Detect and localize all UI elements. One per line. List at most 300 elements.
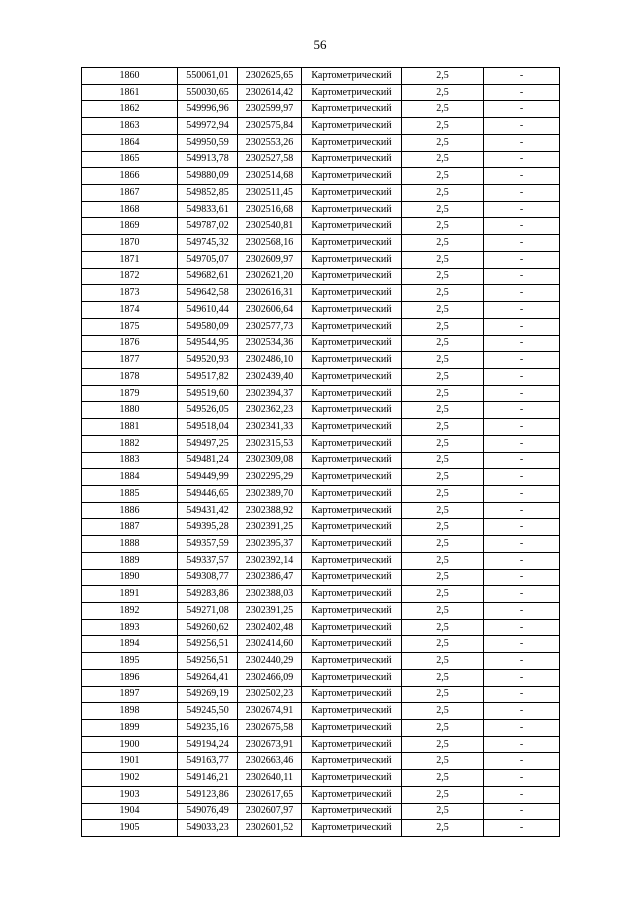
point-number-cell: 1874	[82, 302, 178, 319]
note-cell: -	[484, 285, 560, 302]
accuracy-cell: 2,5	[402, 736, 484, 753]
accuracy-cell: 2,5	[402, 402, 484, 419]
method-cell: Картометрический	[302, 536, 402, 553]
accuracy-cell: 2,5	[402, 201, 484, 218]
table-row	[82, 285, 560, 302]
note-cell: -	[484, 268, 560, 285]
note-cell: -	[484, 552, 560, 569]
accuracy-cell: 2,5	[402, 134, 484, 151]
x-coordinate-cell: 549787,02	[178, 218, 238, 235]
x-coordinate-cell: 550030,65	[178, 84, 238, 101]
method-cell: Картометрический	[302, 168, 402, 185]
method-cell: Картометрический	[302, 84, 402, 101]
x-coordinate-cell: 549519,60	[178, 385, 238, 402]
note-cell: -	[484, 201, 560, 218]
x-coordinate-cell: 549833,61	[178, 201, 238, 218]
method-cell: Картометрический	[302, 786, 402, 803]
note-cell: -	[484, 653, 560, 670]
table-row	[82, 536, 560, 553]
point-number-cell: 1882	[82, 435, 178, 452]
x-coordinate-cell: 549913,78	[178, 151, 238, 168]
y-coordinate-cell: 2302394,37	[238, 385, 302, 402]
note-cell: -	[484, 753, 560, 770]
table-row	[82, 368, 560, 385]
method-cell: Картометрический	[302, 335, 402, 352]
x-coordinate-cell: 549497,25	[178, 435, 238, 452]
y-coordinate-cell: 2302414,60	[238, 636, 302, 653]
point-number-cell: 1885	[82, 485, 178, 502]
note-cell: -	[484, 786, 560, 803]
note-cell: -	[484, 402, 560, 419]
x-coordinate-cell: 549146,21	[178, 770, 238, 787]
note-cell: -	[484, 720, 560, 737]
table-row	[82, 268, 560, 285]
note-cell: -	[484, 218, 560, 235]
method-cell: Картометрический	[302, 151, 402, 168]
method-cell: Картометрический	[302, 201, 402, 218]
y-coordinate-cell: 2302606,64	[238, 302, 302, 319]
y-coordinate-cell: 2302402,48	[238, 619, 302, 636]
accuracy-cell: 2,5	[402, 268, 484, 285]
table-row	[82, 552, 560, 569]
point-number-cell: 1861	[82, 84, 178, 101]
accuracy-cell: 2,5	[402, 251, 484, 268]
table-row	[82, 452, 560, 469]
y-coordinate-cell: 2302577,73	[238, 318, 302, 335]
y-coordinate-cell: 2302663,46	[238, 753, 302, 770]
note-cell: -	[484, 619, 560, 636]
method-cell: Картометрический	[302, 703, 402, 720]
table-row	[82, 218, 560, 235]
point-number-cell: 1875	[82, 318, 178, 335]
y-coordinate-cell: 2302391,25	[238, 519, 302, 536]
point-number-cell: 1888	[82, 536, 178, 553]
point-number-cell: 1896	[82, 669, 178, 686]
table-row	[82, 352, 560, 369]
page-number: 56	[313, 37, 327, 52]
table-row	[82, 686, 560, 703]
method-cell: Картометрический	[302, 435, 402, 452]
method-cell: Картометрический	[302, 603, 402, 620]
y-coordinate-cell: 2302315,53	[238, 435, 302, 452]
accuracy-cell: 2,5	[402, 151, 484, 168]
x-coordinate-cell: 549449,99	[178, 469, 238, 486]
x-coordinate-cell: 549745,32	[178, 235, 238, 252]
point-number-cell: 1869	[82, 218, 178, 235]
table-row	[82, 586, 560, 603]
coordinates-table	[81, 67, 560, 837]
point-number-cell: 1873	[82, 285, 178, 302]
x-coordinate-cell: 549235,16	[178, 720, 238, 737]
x-coordinate-cell: 549256,51	[178, 636, 238, 653]
accuracy-cell: 2,5	[402, 335, 484, 352]
accuracy-cell: 2,5	[402, 653, 484, 670]
x-coordinate-cell: 549682,61	[178, 268, 238, 285]
y-coordinate-cell: 2302616,31	[238, 285, 302, 302]
accuracy-cell: 2,5	[402, 720, 484, 737]
note-cell: -	[484, 419, 560, 436]
method-cell: Картометрический	[302, 552, 402, 569]
x-coordinate-cell: 549580,09	[178, 318, 238, 335]
point-number-cell: 1878	[82, 368, 178, 385]
table-row	[82, 402, 560, 419]
table-row	[82, 720, 560, 737]
table-row	[82, 770, 560, 787]
method-cell: Картометрический	[302, 285, 402, 302]
accuracy-cell: 2,5	[402, 770, 484, 787]
note-cell: -	[484, 770, 560, 787]
note-cell: -	[484, 569, 560, 586]
table-row	[82, 201, 560, 218]
accuracy-cell: 2,5	[402, 569, 484, 586]
accuracy-cell: 2,5	[402, 636, 484, 653]
accuracy-cell: 2,5	[402, 753, 484, 770]
y-coordinate-cell: 2302674,91	[238, 703, 302, 720]
note-cell: -	[484, 586, 560, 603]
y-coordinate-cell: 2302502,23	[238, 686, 302, 703]
table-row	[82, 653, 560, 670]
method-cell: Картометрический	[302, 402, 402, 419]
method-cell: Картометрический	[302, 485, 402, 502]
note-cell: -	[484, 686, 560, 703]
accuracy-cell: 2,5	[402, 101, 484, 118]
point-number-cell: 1868	[82, 201, 178, 218]
x-coordinate-cell: 549517,82	[178, 368, 238, 385]
x-coordinate-cell: 549264,41	[178, 669, 238, 686]
accuracy-cell: 2,5	[402, 485, 484, 502]
accuracy-cell: 2,5	[402, 603, 484, 620]
accuracy-cell: 2,5	[402, 285, 484, 302]
method-cell: Картометрический	[302, 185, 402, 202]
point-number-cell: 1902	[82, 770, 178, 787]
point-number-cell: 1891	[82, 586, 178, 603]
table-row	[82, 820, 560, 837]
method-cell: Картометрический	[302, 686, 402, 703]
point-number-cell: 1887	[82, 519, 178, 536]
x-coordinate-cell: 549076,49	[178, 803, 238, 820]
point-number-cell: 1898	[82, 703, 178, 720]
method-cell: Картометрический	[302, 519, 402, 536]
method-cell: Картометрический	[302, 318, 402, 335]
note-cell: -	[484, 820, 560, 837]
x-coordinate-cell: 549245,50	[178, 703, 238, 720]
note-cell: -	[484, 68, 560, 85]
method-cell: Картометрический	[302, 118, 402, 135]
table-row	[82, 101, 560, 118]
point-number-cell: 1897	[82, 686, 178, 703]
note-cell: -	[484, 235, 560, 252]
x-coordinate-cell: 549271,08	[178, 603, 238, 620]
x-coordinate-cell: 549610,44	[178, 302, 238, 319]
table-row	[82, 419, 560, 436]
accuracy-cell: 2,5	[402, 68, 484, 85]
y-coordinate-cell: 2302553,26	[238, 134, 302, 151]
note-cell: -	[484, 536, 560, 553]
note-cell: -	[484, 736, 560, 753]
table-row	[82, 736, 560, 753]
accuracy-cell: 2,5	[402, 786, 484, 803]
point-number-cell: 1895	[82, 653, 178, 670]
x-coordinate-cell: 549880,09	[178, 168, 238, 185]
point-number-cell: 1886	[82, 502, 178, 519]
method-cell: Картометрический	[302, 235, 402, 252]
y-coordinate-cell: 2302601,52	[238, 820, 302, 837]
x-coordinate-cell: 549950,59	[178, 134, 238, 151]
y-coordinate-cell: 2302621,20	[238, 268, 302, 285]
accuracy-cell: 2,5	[402, 519, 484, 536]
note-cell: -	[484, 335, 560, 352]
note-cell: -	[484, 385, 560, 402]
note-cell: -	[484, 452, 560, 469]
y-coordinate-cell: 2302607,97	[238, 803, 302, 820]
y-coordinate-cell: 2302534,36	[238, 335, 302, 352]
point-number-cell: 1865	[82, 151, 178, 168]
accuracy-cell: 2,5	[402, 352, 484, 369]
x-coordinate-cell: 549852,85	[178, 185, 238, 202]
point-number-cell: 1860	[82, 68, 178, 85]
accuracy-cell: 2,5	[402, 703, 484, 720]
method-cell: Картометрический	[302, 419, 402, 436]
table-row	[82, 385, 560, 402]
table-row	[82, 569, 560, 586]
point-number-cell: 1893	[82, 619, 178, 636]
y-coordinate-cell: 2302295,29	[238, 469, 302, 486]
x-coordinate-cell: 549544,95	[178, 335, 238, 352]
accuracy-cell: 2,5	[402, 435, 484, 452]
y-coordinate-cell: 2302625,65	[238, 68, 302, 85]
point-number-cell: 1901	[82, 753, 178, 770]
point-number-cell: 1884	[82, 469, 178, 486]
table-row	[82, 235, 560, 252]
x-coordinate-cell: 549337,57	[178, 552, 238, 569]
table-row	[82, 619, 560, 636]
y-coordinate-cell: 2302673,91	[238, 736, 302, 753]
note-cell: -	[484, 101, 560, 118]
method-cell: Картометрический	[302, 101, 402, 118]
y-coordinate-cell: 2302516,68	[238, 201, 302, 218]
method-cell: Картометрический	[302, 218, 402, 235]
note-cell: -	[484, 603, 560, 620]
method-cell: Картометрический	[302, 569, 402, 586]
note-cell: -	[484, 84, 560, 101]
point-number-cell: 1870	[82, 235, 178, 252]
method-cell: Картометрический	[302, 736, 402, 753]
method-cell: Картометрический	[302, 753, 402, 770]
y-coordinate-cell: 2302527,58	[238, 151, 302, 168]
table-row	[82, 168, 560, 185]
point-number-cell: 1880	[82, 402, 178, 419]
table-row	[82, 335, 560, 352]
point-number-cell: 1904	[82, 803, 178, 820]
note-cell: -	[484, 251, 560, 268]
point-number-cell: 1867	[82, 185, 178, 202]
x-coordinate-cell: 549357,59	[178, 536, 238, 553]
accuracy-cell: 2,5	[402, 619, 484, 636]
table-row	[82, 669, 560, 686]
note-cell: -	[484, 368, 560, 385]
y-coordinate-cell: 2302540,81	[238, 218, 302, 235]
point-number-cell: 1883	[82, 452, 178, 469]
point-number-cell: 1864	[82, 134, 178, 151]
point-number-cell: 1879	[82, 385, 178, 402]
coordinates-table-body	[82, 68, 560, 837]
table-row	[82, 68, 560, 85]
method-cell: Картометрический	[302, 502, 402, 519]
note-cell: -	[484, 636, 560, 653]
method-cell: Картометрический	[302, 469, 402, 486]
table-row	[82, 302, 560, 319]
note-cell: -	[484, 435, 560, 452]
method-cell: Картометрический	[302, 302, 402, 319]
note-cell: -	[484, 502, 560, 519]
table-row	[82, 185, 560, 202]
method-cell: Картометрический	[302, 820, 402, 837]
note-cell: -	[484, 669, 560, 686]
table-row	[82, 134, 560, 151]
x-coordinate-cell: 549642,58	[178, 285, 238, 302]
accuracy-cell: 2,5	[402, 536, 484, 553]
note-cell: -	[484, 803, 560, 820]
y-coordinate-cell: 2302309,08	[238, 452, 302, 469]
table-row	[82, 753, 560, 770]
y-coordinate-cell: 2302599,97	[238, 101, 302, 118]
table-row	[82, 636, 560, 653]
y-coordinate-cell: 2302640,11	[238, 770, 302, 787]
point-number-cell: 1890	[82, 569, 178, 586]
x-coordinate-cell: 549256,51	[178, 653, 238, 670]
accuracy-cell: 2,5	[402, 552, 484, 569]
y-coordinate-cell: 2302466,09	[238, 669, 302, 686]
table-row	[82, 803, 560, 820]
method-cell: Картометрический	[302, 770, 402, 787]
y-coordinate-cell: 2302388,03	[238, 586, 302, 603]
note-cell: -	[484, 318, 560, 335]
point-number-cell: 1899	[82, 720, 178, 737]
x-coordinate-cell: 549194,24	[178, 736, 238, 753]
accuracy-cell: 2,5	[402, 185, 484, 202]
x-coordinate-cell: 549033,23	[178, 820, 238, 837]
y-coordinate-cell: 2302362,23	[238, 402, 302, 419]
x-coordinate-cell: 549972,94	[178, 118, 238, 135]
accuracy-cell: 2,5	[402, 803, 484, 820]
table-row	[82, 703, 560, 720]
table-row	[82, 151, 560, 168]
point-number-cell: 1889	[82, 552, 178, 569]
note-cell: -	[484, 185, 560, 202]
accuracy-cell: 2,5	[402, 302, 484, 319]
method-cell: Картометрический	[302, 586, 402, 603]
point-number-cell: 1871	[82, 251, 178, 268]
y-coordinate-cell: 2302486,10	[238, 352, 302, 369]
note-cell: -	[484, 703, 560, 720]
method-cell: Картометрический	[302, 251, 402, 268]
x-coordinate-cell: 549996,96	[178, 101, 238, 118]
table-row	[82, 469, 560, 486]
y-coordinate-cell: 2302389,70	[238, 485, 302, 502]
method-cell: Картометрический	[302, 636, 402, 653]
method-cell: Картометрический	[302, 619, 402, 636]
method-cell: Картометрический	[302, 368, 402, 385]
note-cell: -	[484, 469, 560, 486]
accuracy-cell: 2,5	[402, 118, 484, 135]
x-coordinate-cell: 549308,77	[178, 569, 238, 586]
table-row	[82, 118, 560, 135]
point-number-cell: 1900	[82, 736, 178, 753]
y-coordinate-cell: 2302439,40	[238, 368, 302, 385]
note-cell: -	[484, 485, 560, 502]
note-cell: -	[484, 352, 560, 369]
point-number-cell: 1903	[82, 786, 178, 803]
method-cell: Картометрический	[302, 352, 402, 369]
table-row	[82, 485, 560, 502]
point-number-cell: 1881	[82, 419, 178, 436]
accuracy-cell: 2,5	[402, 686, 484, 703]
accuracy-cell: 2,5	[402, 84, 484, 101]
point-number-cell: 1894	[82, 636, 178, 653]
point-number-cell: 1862	[82, 101, 178, 118]
accuracy-cell: 2,5	[402, 385, 484, 402]
point-number-cell: 1866	[82, 168, 178, 185]
y-coordinate-cell: 2302614,42	[238, 84, 302, 101]
x-coordinate-cell: 549520,93	[178, 352, 238, 369]
y-coordinate-cell: 2302575,84	[238, 118, 302, 135]
y-coordinate-cell: 2302395,37	[238, 536, 302, 553]
y-coordinate-cell: 2302388,92	[238, 502, 302, 519]
accuracy-cell: 2,5	[402, 235, 484, 252]
method-cell: Картометрический	[302, 385, 402, 402]
y-coordinate-cell: 2302609,97	[238, 251, 302, 268]
y-coordinate-cell: 2302511,45	[238, 185, 302, 202]
y-coordinate-cell: 2302386,47	[238, 569, 302, 586]
point-number-cell: 1872	[82, 268, 178, 285]
point-number-cell: 1877	[82, 352, 178, 369]
method-cell: Картометрический	[302, 720, 402, 737]
point-number-cell: 1905	[82, 820, 178, 837]
method-cell: Картометрический	[302, 653, 402, 670]
note-cell: -	[484, 134, 560, 151]
table-row	[82, 603, 560, 620]
note-cell: -	[484, 118, 560, 135]
table-row	[82, 435, 560, 452]
accuracy-cell: 2,5	[402, 502, 484, 519]
accuracy-cell: 2,5	[402, 452, 484, 469]
accuracy-cell: 2,5	[402, 218, 484, 235]
method-cell: Картометрический	[302, 803, 402, 820]
note-cell: -	[484, 168, 560, 185]
y-coordinate-cell: 2302341,33	[238, 419, 302, 436]
x-coordinate-cell: 549526,05	[178, 402, 238, 419]
point-number-cell: 1876	[82, 335, 178, 352]
table-row	[82, 519, 560, 536]
note-cell: -	[484, 519, 560, 536]
accuracy-cell: 2,5	[402, 669, 484, 686]
x-coordinate-cell: 549446,65	[178, 485, 238, 502]
method-cell: Картометрический	[302, 268, 402, 285]
table-row	[82, 502, 560, 519]
accuracy-cell: 2,5	[402, 820, 484, 837]
x-coordinate-cell: 549260,62	[178, 619, 238, 636]
x-coordinate-cell: 549705,07	[178, 251, 238, 268]
point-number-cell: 1892	[82, 603, 178, 620]
accuracy-cell: 2,5	[402, 469, 484, 486]
accuracy-cell: 2,5	[402, 168, 484, 185]
y-coordinate-cell: 2302568,16	[238, 235, 302, 252]
y-coordinate-cell: 2302617,65	[238, 786, 302, 803]
y-coordinate-cell: 2302392,14	[238, 552, 302, 569]
method-cell: Картометрический	[302, 452, 402, 469]
x-coordinate-cell: 549283,86	[178, 586, 238, 603]
x-coordinate-cell: 549123,86	[178, 786, 238, 803]
